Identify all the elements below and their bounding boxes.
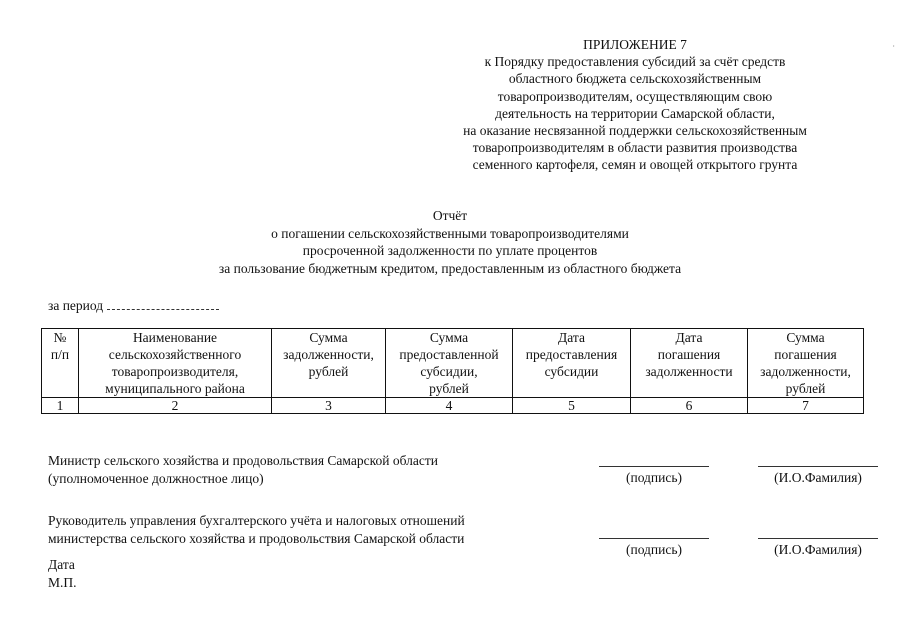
role-head [48, 512, 878, 547]
appendix-heading: ПРИЛОЖЕНИЕ 7 [583, 37, 687, 52]
report-subtitle-line: за пользование бюджетным кредитом, предоставленным из областного бюджета [218, 260, 682, 276]
signature-slot[interactable] [599, 466, 709, 487]
header-line: Сумма [309, 330, 348, 345]
appendix-line: на оказание несвязанной поддержки сельскохозяйственным [463, 123, 807, 139]
header-line: п/п [50, 347, 70, 362]
column-number: 6 [631, 398, 748, 414]
report-title-block [150, 207, 750, 277]
name-line [758, 466, 878, 467]
role-minister [48, 452, 878, 487]
signature-line [599, 466, 709, 467]
header-line: погашения [774, 347, 837, 362]
role-line: Министр сельского хозяйства и продовольствия Самарской области [48, 453, 438, 468]
role-line: Руководитель управления бухгалтерского учёта и налоговых отношений [48, 513, 465, 528]
appendix-line: семенного картофеля, семян и овощей открытого грунта [472, 157, 798, 173]
report-subtitle-line: просроченной задолженности по уплате процентов [302, 243, 598, 258]
signature-row-minister [48, 452, 878, 512]
appendix-block [425, 36, 845, 174]
signature-label: (подпись) [625, 542, 683, 557]
footer-block [48, 556, 77, 592]
header-line: задолженности, [760, 364, 851, 379]
header-col-7 [748, 329, 864, 398]
header-line: погашения [657, 347, 721, 362]
header-col-6 [631, 329, 748, 398]
header-line: субсидии [544, 364, 599, 379]
period-blank[interactable] [107, 297, 219, 310]
role-line: (уполномоченное должностное лицо) [48, 470, 264, 486]
period-label: за период [48, 298, 104, 313]
column-number: 2 [79, 398, 272, 414]
header-col-3 [272, 329, 386, 398]
header-line: Сумма [786, 330, 825, 345]
appendix-line: деятельность на территории Самарской области, [495, 105, 775, 121]
header-line: рублей [785, 381, 826, 396]
period-field [48, 297, 219, 314]
header-line: предоставленной [399, 347, 499, 362]
header-line: Наименование [132, 330, 218, 345]
header-line: Дата [558, 330, 585, 345]
appendix-line: к Порядку предоставления субсидий за счёт средств [484, 54, 786, 70]
scan-dot: · [892, 42, 895, 51]
name-label: (И.О.Фамилия) [774, 542, 862, 557]
header-line: рублей [308, 364, 349, 379]
report-table [41, 328, 864, 414]
header-line: рублей [429, 381, 469, 396]
header-col-5 [513, 329, 631, 398]
header-line: № [53, 330, 67, 345]
column-number: 4 [386, 398, 513, 414]
report-subtitle-line: о погашении сельскохозяйственными товаропроизводителями [271, 225, 629, 241]
header-line: субсидии, [420, 364, 478, 379]
signature-slot[interactable] [599, 538, 709, 559]
report-title: Отчёт [432, 208, 468, 223]
header-line: товаропроизводителя, [111, 364, 239, 379]
appendix-line: товаропроизводителям в области развития производства [472, 140, 798, 156]
header-col-2 [79, 329, 272, 398]
name-line [758, 538, 878, 539]
signature-row-head [48, 512, 878, 564]
column-number: 5 [513, 398, 631, 414]
header-line: задолженности [645, 364, 733, 379]
name-slot[interactable] [758, 466, 878, 487]
signatures-block [48, 452, 878, 564]
name-label: (И.О.Фамилия) [774, 470, 862, 485]
signature-line [599, 538, 709, 539]
header-line: Сумма [429, 330, 469, 345]
header-line: Дата [675, 330, 703, 345]
header-line: муниципального района [105, 381, 245, 396]
stamp-label: М.П. [48, 575, 77, 590]
header-line: задолженности, [283, 347, 374, 362]
header-col-4 [386, 329, 513, 398]
header-col-1 [42, 329, 79, 398]
appendix-line: областного бюджета сельскохозяйственным [508, 71, 762, 87]
column-number: 1 [42, 398, 79, 414]
column-number: 7 [748, 398, 864, 414]
table-header-row [42, 329, 864, 398]
name-slot[interactable] [758, 538, 878, 559]
date-label: Дата [48, 557, 75, 572]
role-line: министерства сельского хозяйства и продовольствия Самарской области [48, 530, 465, 546]
appendix-line: товаропроизводителям, осуществляющим свою [497, 88, 773, 104]
column-number: 3 [272, 398, 386, 414]
header-line: сельскохозяйственного [108, 347, 242, 362]
signature-label: (подпись) [625, 470, 683, 485]
header-line: предоставления [525, 347, 618, 362]
table-row-numbers [42, 398, 864, 414]
